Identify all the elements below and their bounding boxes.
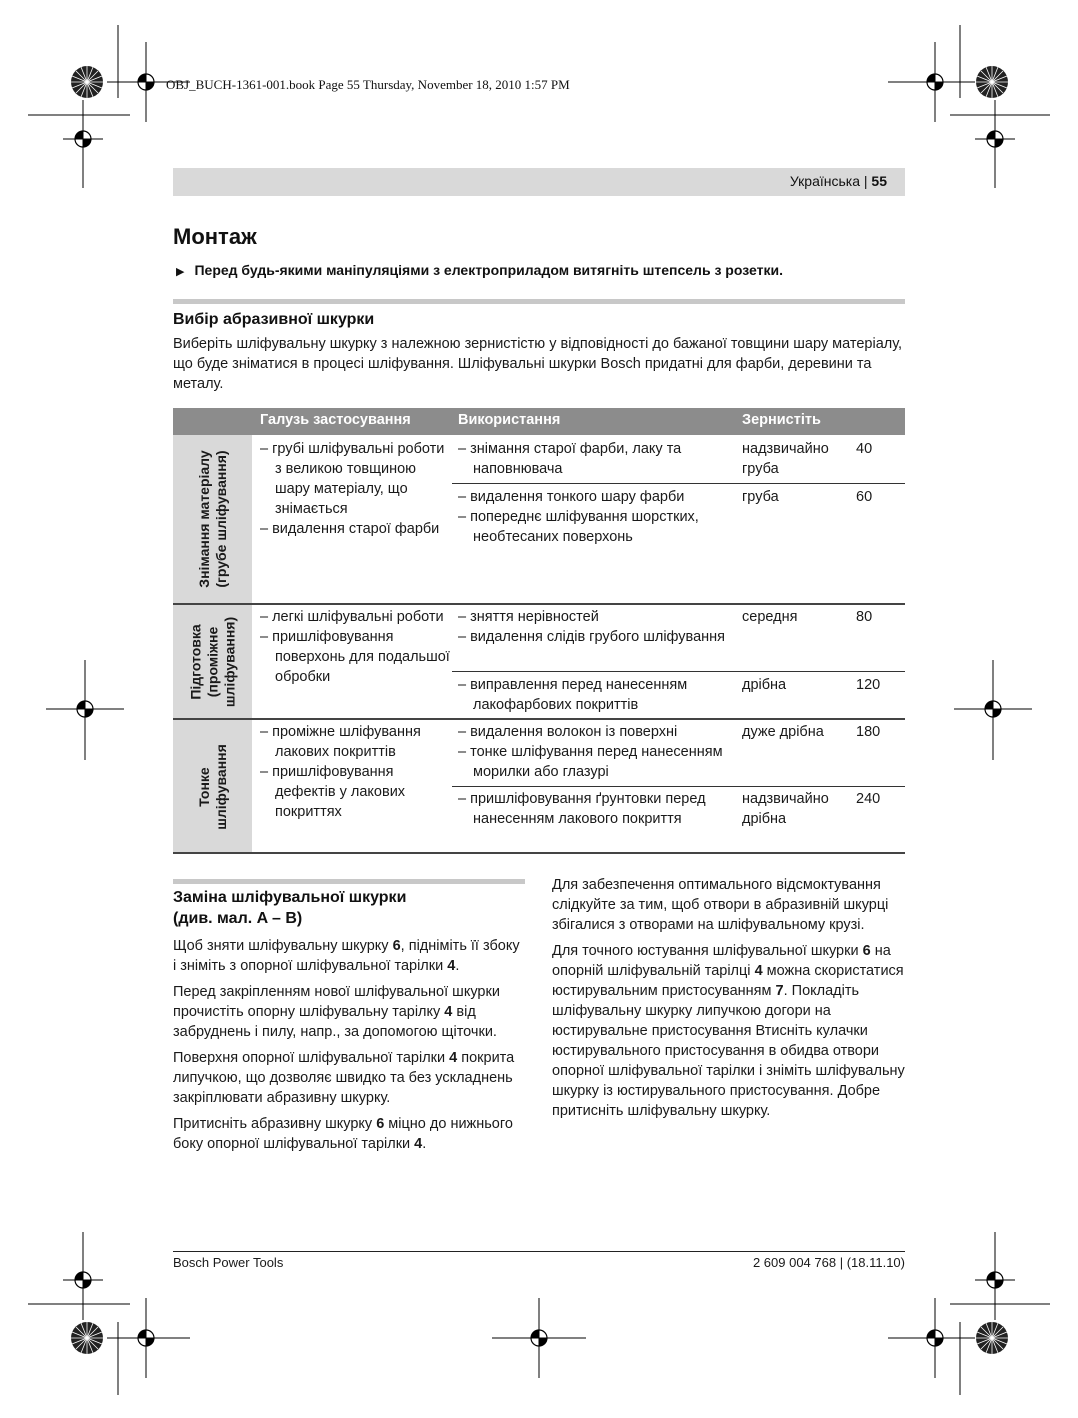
row-divider (452, 786, 905, 787)
col-grit: Зернистіть (742, 412, 821, 428)
safety-warning (176, 262, 783, 278)
page-number: 55 (871, 173, 887, 189)
grit-value-cell: 80 (856, 609, 873, 625)
usage-cell: – видалення волокон із поверхні – тонке шліфування перед нанесенням морилки або глазурі (458, 724, 723, 780)
grit-text-cell: середня (742, 609, 798, 625)
usage-cell: – видалення тонкого шару фарби – попереднє шліфування шорстких, необтесаних поверхонь (458, 489, 699, 545)
footer-rule (173, 1251, 905, 1252)
grit-text-cell: дрібна (742, 677, 787, 693)
table-header (173, 408, 905, 435)
abrasive-paragraph: Виберіть шліфувальну шкурку з належною зернистістю у відповідності до бажаної товщини шару матеріалу, що буде зніматися в процесі шліфування. Шліфувальні шкурки Bosch придатні для фарби, деревини та металу. (173, 336, 903, 392)
grit-text-cell: дуже дрібна (742, 724, 824, 740)
footer-brand: Bosch Power Tools (173, 1255, 284, 1270)
group-divider (173, 718, 905, 720)
category-cell: Тонке шліфування (173, 720, 252, 854)
print-slug: OBJ_BUCH-1361-001.book Page 55 Thursday, November 18, 2010 1:57 PM (166, 77, 570, 92)
section-heading-replace: Заміна шліфувальної шкурки (див. мал. A – B) (173, 889, 407, 927)
section-divider (173, 299, 905, 304)
grit-text-cell: груба (742, 489, 779, 505)
usage-cell: – зняття нерівностей – видалення слідів грубого шліфування (458, 609, 726, 645)
grit-text-cell: надзвичайно дрібна (742, 791, 829, 827)
usage-cell: – знімання старої фарби, лаку та наповнювача (458, 441, 682, 477)
grit-value-cell: 240 (856, 791, 881, 807)
table-bottom-rule (173, 852, 905, 854)
replace-column-right: Для забезпечення оптимального відсмоктування слідкуйте за тим, щоб отвори в абразивній шкурці збігалися з отворами на шліфувальному крузі. Для точного юстування шліфувальної шкурки 6 на опорній шліфувальній тарілці 4 можна скористатися юстирувальним пристосуванням 7. Покладіть шліфувальну шкурку липучкою догори на юстирувальне пристосування Втисніть кулачки юстирувального пристосування в обидва отвори опорної шліфувальної тарілки і зніміть шліфувальну шкурку із юстирувального пристосування. Добре притисніть шліфувальну шкурку. (552, 877, 905, 1119)
footer-docnumber: 2 609 004 768 | (18.11.10) (752, 1255, 905, 1270)
replace-column-left: Щоб зняти шліфувальну шкурку 6, підніміть її збоку і зніміть з опорної шліфувальної тарілки 4. Перед закріпленням нової шліфувальної шкурки прочистіть опорну шліфувальну тарілку 4 від забруднень і пилу, напр., за допомогою щіточки. Поверхня опорної шліфувальної тарілки 4 покрита липучкою, що дозволяє швидко та без ускладнень закріплювати абразивну шкурку. Притисніть абразивну шкурку 6 міцно до нижнього боку опорної шліфувальної тарілки 4. (173, 938, 520, 1152)
header-language: Українська (789, 173, 860, 189)
category-cell: Знімання матеріалу (грубе шліфування) (173, 435, 252, 603)
grit-value-cell: 60 (856, 489, 873, 505)
col-usage: Використання (458, 412, 561, 428)
running-header (173, 168, 905, 196)
section-divider (173, 879, 525, 884)
grit-value-cell: 40 (856, 441, 873, 457)
application-cell: – проміжне шліфування лакових покриттів – пришліфовування дефектів у лакових покриттях (260, 724, 421, 820)
usage-cell: – виправлення перед нанесенням лакофарбових покриттів (458, 677, 688, 713)
page-title: Монтаж (173, 224, 257, 249)
triangle-bullet-icon: ▶ (176, 266, 185, 278)
row-divider (452, 483, 905, 484)
group-divider (173, 603, 905, 605)
header-separator: | (863, 173, 868, 189)
warning-text: Перед будь-якими маніпуляціями з електроприладом витягніть штепсель з розетки. (194, 262, 783, 278)
grit-value-cell: 180 (856, 724, 881, 740)
category-cell: Підготовка (проміжне шліфування) (173, 605, 252, 718)
usage-cell: – пришліфовування ґрунтовки перед нанесенням лакового покриття (458, 791, 706, 827)
col-application: Галузь застосування (260, 412, 411, 428)
grit-text-cell: надзвичайно груба (742, 441, 829, 477)
application-cell: – грубі шліфувальні роботи з великою товщиною шару матеріалу, що знімається – видалення старої фарби (260, 441, 445, 537)
application-cell: – легкі шліфувальні роботи – пришліфовування поверхонь для подальшої обробки (260, 609, 450, 685)
section-heading-abrasive: Вибір абразивної шкурки (173, 311, 375, 328)
row-divider (452, 671, 905, 672)
grit-value-cell: 120 (856, 677, 881, 693)
